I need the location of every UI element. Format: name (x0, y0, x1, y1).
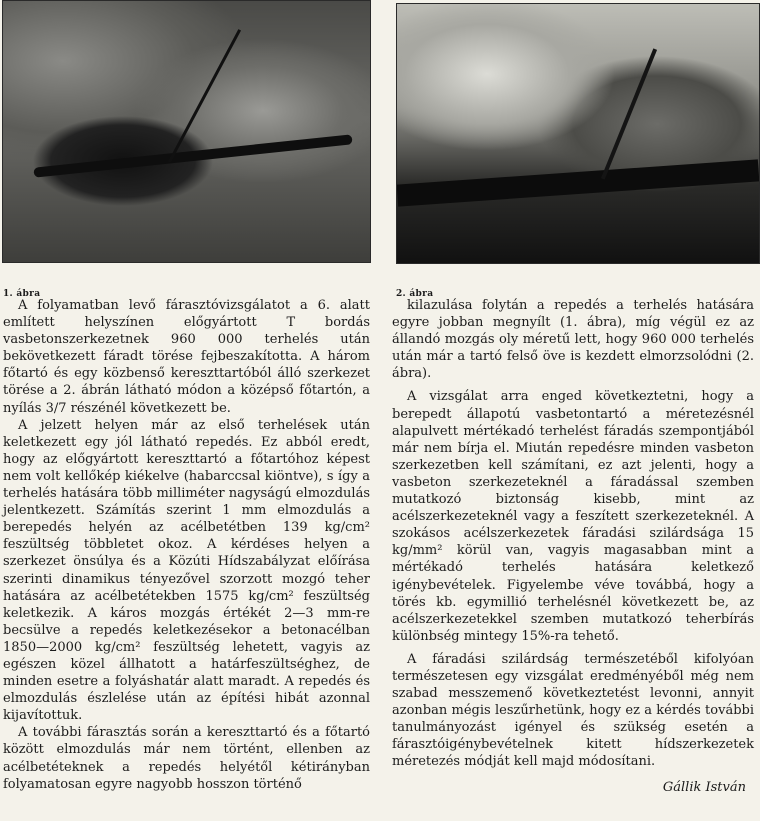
paragraph: A fáradási szilárdság természetéből kifolyóan természetesen egy vizsgálat eredményéből még nem szabad messzemenő következtetést levonni, annyit azonban mégis leszűrhetünk, hogy ez a kérdés további tanulmányozást igényel és szükség esetén a fárasztóigénybevételnek kitett hídszerkezetek méretezés módját kell majd módosítani. (392, 651, 754, 770)
paragraph: A további fárasztás során a kereszttartó és a főtartó között elmozdulás már nem történt, ellenben az acélbetéteknek a repedés helyétől kétirányban folyamatosan egyre nagyobb hosszon történő (3, 725, 370, 792)
paragraph: A vizsgálat arra enged következtetni, hogy a berepedt állapotú vasbetontartó a méretezésnél alapulvett mértékadó terhelést fáradás szempontjából már nem bírja el. Miután repedésre minden vasbeton szerkezetben kell számítani, ez azt jelenti, hogy a vasbeton szerkezeteknél a fáradással szemben mutatkozó biztonság kisebb, mint az acélszerkezeteknél vagy a feszített szerkezeteknél. A szokásos acélszerkezetek fáradási szilárdsága 15 kg/mm² körül van, vagyis magasabban mint a mértékadó terhelés hatására keletkező igénybevételek. Figyelembe véve továbbá, hogy a törés kb. egymillió terhelésnél következett be, az acélszerkezetekkel szemben mutatkozó teherbírás különbség mintegy 15%-ra tehető. (392, 389, 754, 644)
figure-2-caption: 2. ábra (396, 289, 434, 299)
figure-2-photo (396, 3, 760, 264)
paragraph: kilazulása folytán a repedés a terhelés hatására egyre jobban megnyílt (1. ábra), míg végül ez az állandó mozgás oly méretű lett, hogy 960 000 terhelés után már a tartó felső öve is kezdett elmorzsolódni (2. ábra). (392, 298, 754, 382)
left-column (3, 297, 370, 793)
rebar-shape (33, 134, 352, 177)
paragraph: A folyamatban levő fárasztóvizsgálatot a 6. alatt említett helyszínen előgyártott T bordás vasbetonszerkezetnek 960 000 terhelés után bekövetkezett fáradt törése fejbeszakította. A három főtartó és egy közbenső kereszttartóból álló szerkezet törése a 2. ábrán látható módon a középső főtartón, a nyílás 3/7 részénél következett be. (3, 298, 370, 416)
rebar-shape (397, 159, 760, 206)
paragraph: A jelzett helyen már az első terhelések után keletkezett egy jól látható repedés. Ez abból eredt, hogy az előgyártott kereszttartó a főtartóhoz képest nem volt kellőkép kiékelve (habarccsal kiöntve), s így a terhelés hatására több milliméter nagyságú elmozdulás jelentkezett. Számítás szerint 1 mm elmozdulás a berepedés helyén az acélbetétben 139 kg/cm² feszültség többletet okoz. A kérdéses helyen a szerkezet önsúlya és a Közúti Hídszabályzat előírása szerinti dinamikus tényezővel szorzott mozgó teher hatására az acélbetétekben 1575 kg/cm² feszültség keletkezik. A káros mozgás értékét 2—3 mm-re becsülve a repedés keletkezésekor a betonacélban 1850—2000 kg/cm² feszültség lehetett, vagyis az egészen közel állhatott a határfeszültséghez, de minden esetre a folyáshatár alatt maradt. A repedés és elmozdulás észlelése után az építési hibát azonnal kijavítottuk. (3, 417, 370, 724)
author-signature: Gállik István (662, 779, 746, 795)
figure-1-caption: 1. ábra (3, 289, 41, 299)
right-column (392, 297, 754, 796)
crack-shape (601, 48, 657, 179)
crack-shape (168, 29, 241, 163)
figure-1-photo (2, 0, 371, 263)
